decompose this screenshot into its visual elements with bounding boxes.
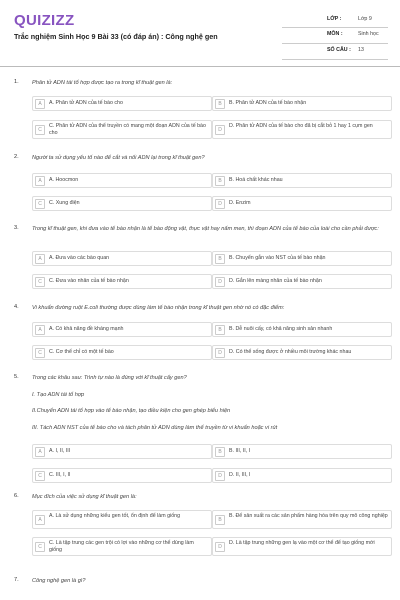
option-b[interactable] [212, 322, 392, 337]
option-text: B. Hoá chất khác nhau [229, 177, 283, 183]
meta-value: 13 [358, 47, 364, 53]
question-text: Công nghệ gen là gì? [32, 578, 86, 584]
option-a[interactable] [32, 251, 212, 266]
option-c[interactable] [32, 274, 212, 289]
question-number: 4. [14, 304, 19, 310]
option-letter: A [35, 325, 45, 335]
option-letter: A [35, 254, 45, 264]
question-text: Trong các khâu sau: Trình tự nào là đúng với kĩ thuật cấy gen? I. Tạo ADN tái tổ hợp II.Chuyển ADN tái tổ hợp vào tế bào nhận, tạo điều kiện cho gen ghép biểu hiện III. Tách ADN NST của tế bào cho và tách phân tử ADN dùng làm thể truyền từ vi khuẩn hoặc vi rút [32, 374, 392, 441]
option-c[interactable] [32, 345, 212, 360]
question-number: 5. [14, 374, 19, 380]
option-d[interactable] [212, 196, 392, 211]
option-c[interactable] [32, 537, 212, 556]
worksheet-title: Trắc nghiệm Sinh Học 9 Bài 33 (có đáp án) : Công nghệ gen [14, 32, 218, 41]
question-number: 6. [14, 493, 19, 499]
option-text: C. III, I, II [49, 472, 71, 478]
option-a[interactable] [32, 444, 212, 459]
option-text: D. Phân tử ADN của tế bào cho đã bị cắt bỏ 1 hay 1 cụm gen [229, 123, 373, 129]
meta-row-count [282, 44, 388, 60]
question-number: 7. [14, 577, 19, 583]
option-text: C. Cơ thể chỉ có một tế bào [49, 349, 114, 355]
option-text: C. Xung điện [49, 200, 80, 206]
option-a[interactable] [32, 96, 212, 111]
question-number: 2. [14, 154, 19, 160]
option-letter: A [35, 447, 45, 457]
meta-value: Sinh học [358, 31, 379, 37]
option-b[interactable] [212, 173, 392, 188]
option-text: A. Là sử dụng những kiểu gen tốt, ổn định để làm giống [49, 513, 181, 519]
meta-label: SỐ CÂU : [327, 47, 351, 53]
option-c[interactable] [32, 120, 212, 139]
option-b[interactable] [212, 444, 392, 459]
question-text: Trong kĩ thuật gen, khi đưa vào tế bào nhận là tế bào động vật, thực vật hay nấm men, thì đoạn ADN của tế bào của loài cho cần phải được: [32, 226, 379, 232]
option-letter: B [215, 176, 225, 186]
option-c[interactable] [32, 196, 212, 211]
option-letter: B [215, 325, 225, 335]
quizizz-logo: QUIZIZZ [14, 12, 75, 29]
option-a[interactable] [32, 173, 212, 188]
option-letter: B [215, 99, 225, 109]
meta-row-grade [282, 12, 388, 28]
option-text: C. Là tập trung các gen trội có lợi vào những cơ thể dùng làm giống [49, 540, 194, 554]
option-text: A. Đưa vào các bào quan [49, 255, 110, 261]
question-number: 3. [14, 225, 19, 231]
option-text: A. Phân tử ADN của tế bào cho [49, 100, 123, 106]
option-letter: C [35, 348, 45, 358]
meta-label: MÔN : [327, 31, 343, 37]
option-letter: D [215, 125, 225, 135]
option-text: A. I, II, III [49, 448, 71, 454]
worksheet-header [0, 0, 400, 66]
option-text: C. Đưa vào nhân của tế bào nhận [49, 278, 129, 284]
option-text: B. Phân tử ADN của tế bào nhận [229, 100, 307, 106]
option-b[interactable] [212, 96, 392, 111]
option-letter: C [35, 277, 45, 287]
option-b[interactable] [212, 510, 392, 529]
option-letter: A [35, 176, 45, 186]
option-d[interactable] [212, 274, 392, 289]
question-number: 1. [14, 79, 19, 85]
option-text: A. Hoocmon [49, 177, 79, 183]
meta-table [282, 12, 388, 60]
option-text: D. II, III, I [229, 472, 251, 478]
question-text: Phân tử ADN tái tổ hợp được tạo ra trong kĩ thuật gen là: [32, 80, 173, 86]
option-letter: C [35, 542, 45, 552]
statement-line: I. Tạo ADN tái tổ hợp [32, 391, 85, 398]
statement-line: II.Chuyển ADN tái tổ hợp vào tế bào nhận, tạo điều kiện cho gen ghép biểu hiện [32, 408, 231, 415]
option-letter: C [35, 199, 45, 209]
option-text: D. Có thể sống được ở nhiều môi trường khác nhau [229, 349, 352, 355]
option-text: B. Chuyển gắn vào NST của tế bào nhận [229, 255, 326, 261]
option-d[interactable] [212, 345, 392, 360]
option-text: B. Để sản xuất ra các sản phẩm hàng hóa trên quy mô công nghiệp [229, 513, 388, 519]
option-letter: D [215, 199, 225, 209]
option-a[interactable] [32, 510, 212, 529]
option-letter: B [215, 515, 225, 525]
meta-label: LỚP : [327, 16, 342, 22]
option-text: C. Phân tử ADN của thể truyền có mang một đoạn ADN của tế bào cho [49, 123, 206, 137]
option-d[interactable] [212, 537, 392, 556]
option-letter: D [215, 277, 225, 287]
question-text: Người ta sử dụng yếu tố nào để cắt và nối ADN lại trong kĩ thuật gen? [32, 155, 205, 161]
option-b[interactable] [212, 251, 392, 266]
meta-row-subject [282, 28, 388, 44]
question-text: Vi khuẩn đường ruột E.coli thường được dùng làm tế bào nhận trong kĩ thuật gen nhờ nó có đặc điểm: [32, 305, 285, 311]
option-letter: A [35, 515, 45, 525]
option-text: B. III, II, I [229, 448, 251, 454]
option-d[interactable] [212, 468, 392, 483]
option-a[interactable] [32, 322, 212, 337]
option-letter: C [35, 471, 45, 481]
option-letter: D [215, 471, 225, 481]
option-text: D. Gắn lên màng nhân của tế bào nhận [229, 278, 322, 284]
option-text: B. Dễ nuôi cấy, có khả năng sinh sản nhanh [229, 326, 333, 332]
option-letter: D [215, 348, 225, 358]
option-text: A. Có khả năng đề kháng mạnh [49, 326, 124, 332]
option-text: D. Là tập trung những gen lạ vào một cơ thể để tạo giống mới [229, 540, 375, 546]
option-letter: D [215, 542, 225, 552]
option-d[interactable] [212, 120, 392, 139]
option-c[interactable] [32, 468, 212, 483]
option-letter: B [215, 254, 225, 264]
option-letter: B [215, 447, 225, 457]
option-text: D. Enzim [229, 200, 251, 206]
option-letter: C [35, 125, 45, 135]
option-letter: A [35, 99, 45, 109]
statement-line: III. Tách ADN NST của tế bào cho và tách phân tử ADN dùng làm thể truyền từ vi khuẩn hoặc vi rút [32, 424, 278, 431]
question-text: Mục đích của việc sử dụng kĩ thuật gen là: [32, 494, 137, 500]
header-divider [0, 66, 400, 67]
meta-value: Lớp 9 [358, 16, 372, 22]
